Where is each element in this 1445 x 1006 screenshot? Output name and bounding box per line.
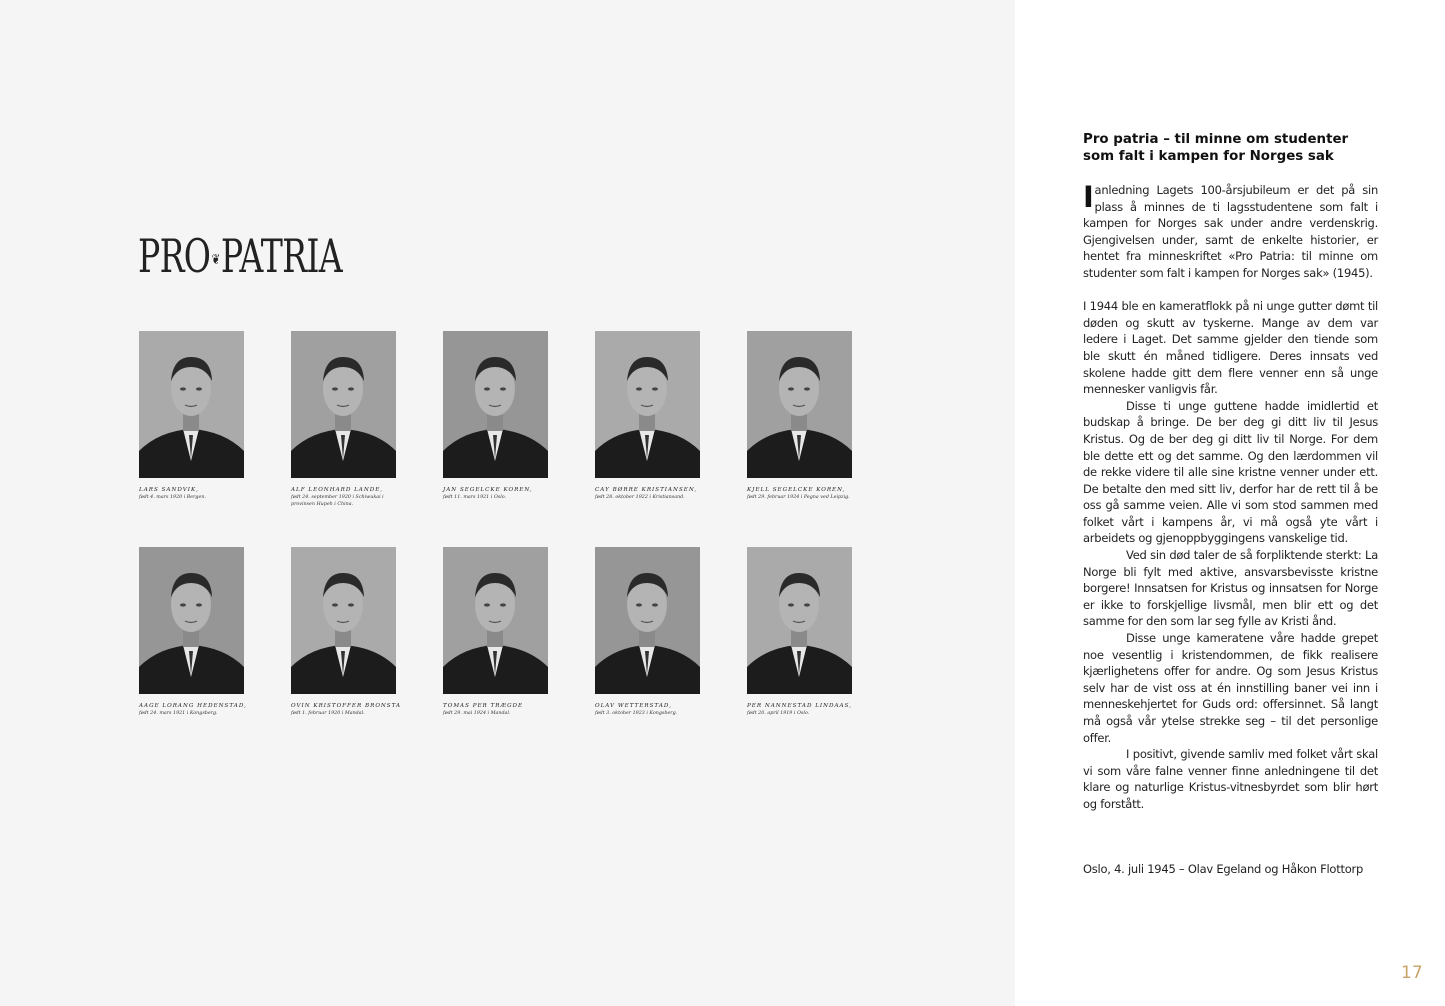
portrait-birth-info: født 24. mars 1921 i Kongsberg. <box>139 711 218 716</box>
portrait-photo <box>443 547 548 694</box>
article-title: Pro patria – til minne om studenter som falt i kampen for Norges sak <box>1083 132 1349 164</box>
portrait-birth-info: født 29. februar 1924 i Pegna ved Leipzig. <box>747 495 850 500</box>
portrait-photo <box>139 331 244 478</box>
portrait-name: OVIN KRISTOFFER BRONSTA <box>291 703 402 709</box>
portrait-photo <box>291 547 396 694</box>
drop-cap: I <box>1083 180 1094 214</box>
portrait-birth-info: født 4. mars 1920 i Bergen. <box>139 495 206 500</box>
portrait-card <box>291 547 402 718</box>
portrait-name: PER NANNESTAD LINDAAS, <box>747 703 852 709</box>
portrait-card <box>595 331 700 502</box>
portrait-card <box>747 547 852 718</box>
portrait-birth-info: født 20. april 1919 i Oslo. <box>747 711 810 716</box>
portrait-card <box>443 547 548 718</box>
portrait-name: OLAV WETTERSTAD, <box>595 703 672 709</box>
paragraph-5: Disse unge kameratene våre hadde grepet noe vesentlig i kristendommen, de fikk realisere kjærlighetens offer for andre. Og som Jesus Kristus selv har de vist oss at én innstilling baner vei inn i menneskehjertet for Guds ord: offersinnet. Så langt må også vår ytelse strekke seg – til det personlige offer. <box>1083 631 1378 745</box>
paragraph-4: Ved sin død taler de så forpliktende sterkt: La Norge bli fylt med aktive, ansvarsbevisste kristne borgere! Innsatsen for Kristus og innsatsen for Norge er ikke to forskjellige livsmål, men blir ett og det samme for den som lar seg fylle av Kristi ånd. <box>1083 548 1378 629</box>
portrait-card <box>291 331 396 509</box>
portrait-photo <box>595 547 700 694</box>
portrait-photo <box>747 547 852 694</box>
portrait-card <box>747 331 852 502</box>
portrait-birth-info: født 1. februar 1920 i Mandal. <box>291 711 365 716</box>
portrait-card <box>139 547 247 718</box>
page-number: 17 <box>1401 963 1423 983</box>
portrait-photo <box>747 331 852 478</box>
portrait-name: ALF LEONHARD LANDE, <box>291 487 384 493</box>
article-body <box>1083 182 1378 813</box>
portrait-name: LARS SANDVIK, <box>139 487 199 493</box>
portrait-card <box>139 331 244 502</box>
portrait-birth-info: født 3. oktober 1923 i Kongsberg. <box>595 711 678 716</box>
signature: Oslo, 4. juli 1945 – Olav Egeland og Håkon Flottorp <box>1083 862 1364 876</box>
portrait-name: CAY BØRRE KRISTIANSEN, <box>595 487 698 493</box>
paragraph-3: Disse ti unge guttene hadde imidlertid et budskap å bringe. De ber deg gi ditt liv til Jesus Kristus. Og de ber deg gi ditt liv til Norge. For dem ble dette ett og det samme. Og den lærdommen vil de rekke videre til alle sine kristne venner under ett. De betalte den med sitt liv, derfor har de rett til å be oss gå samme veien. Alle vi som stod sammen med folket vårt i kampens år, vi må også yte vårt i arbeidets og gjenoppbyggingens vanskelige tid. <box>1083 398 1378 546</box>
portrait-photo <box>139 547 244 694</box>
pro-patria-logo: PRO❦PATRIA <box>138 229 342 283</box>
portrait-photo <box>443 331 548 478</box>
portrait-birth-info: født 29. mai 1924 i Mandal. <box>443 711 511 716</box>
portrait-birth-info: født 28. oktober 1922 i Kristiansand. <box>595 495 685 500</box>
paragraph-1: anledning Lagets 100-årsjubileum er det på sin plass å minnes de ti lagsstudentene som falt i kampen for Norges sak under andre verdenskrig. Gjengivelsen under, samt de enkelte historier, er hentet fra minneskriftet «Pro Patria: til minne om studenter som falt i kampen for Norges sak» (1945). <box>1083 183 1378 280</box>
portrait-card <box>595 547 700 718</box>
portrait-name: JAN SEGELCKE KOREN, <box>443 487 533 493</box>
portrait-name: TOMAS PER TRÆGDE <box>443 703 524 709</box>
portrait-name: KJELL SEGELCKE KOREN, <box>747 487 846 493</box>
portrait-birth-info: født 11. mars 1921 i Oslo. <box>443 495 507 500</box>
portrait-card <box>443 331 548 502</box>
portrait-photo <box>595 331 700 478</box>
portrait-birth-info: født 24. september 1920 i Schiwukai i provinsen Hupeh i China. <box>291 495 384 507</box>
portrait-photo <box>291 331 396 478</box>
paragraph-6: I positivt, givende samliv med folket vårt skal vi som våre falne venner finne anledningene til det klare og naturlige Kristus-vitnesbyrdet som blir hørt og forstått. <box>1083 747 1378 811</box>
paragraph-2: I 1944 ble en kameratflokk på ni unge gutter dømt til døden og skutt av tyskerne. Mange av dem var ledere i Laget. Det samme gjelder den tiende som ble skutt én måned tidligere. Deres innsats ved skolene hadde gitt dem flere venner enn så unge mennesker vanligvis får. <box>1083 299 1378 397</box>
portrait-name: AAGE LORANG HEDENSTAD, <box>139 703 247 709</box>
